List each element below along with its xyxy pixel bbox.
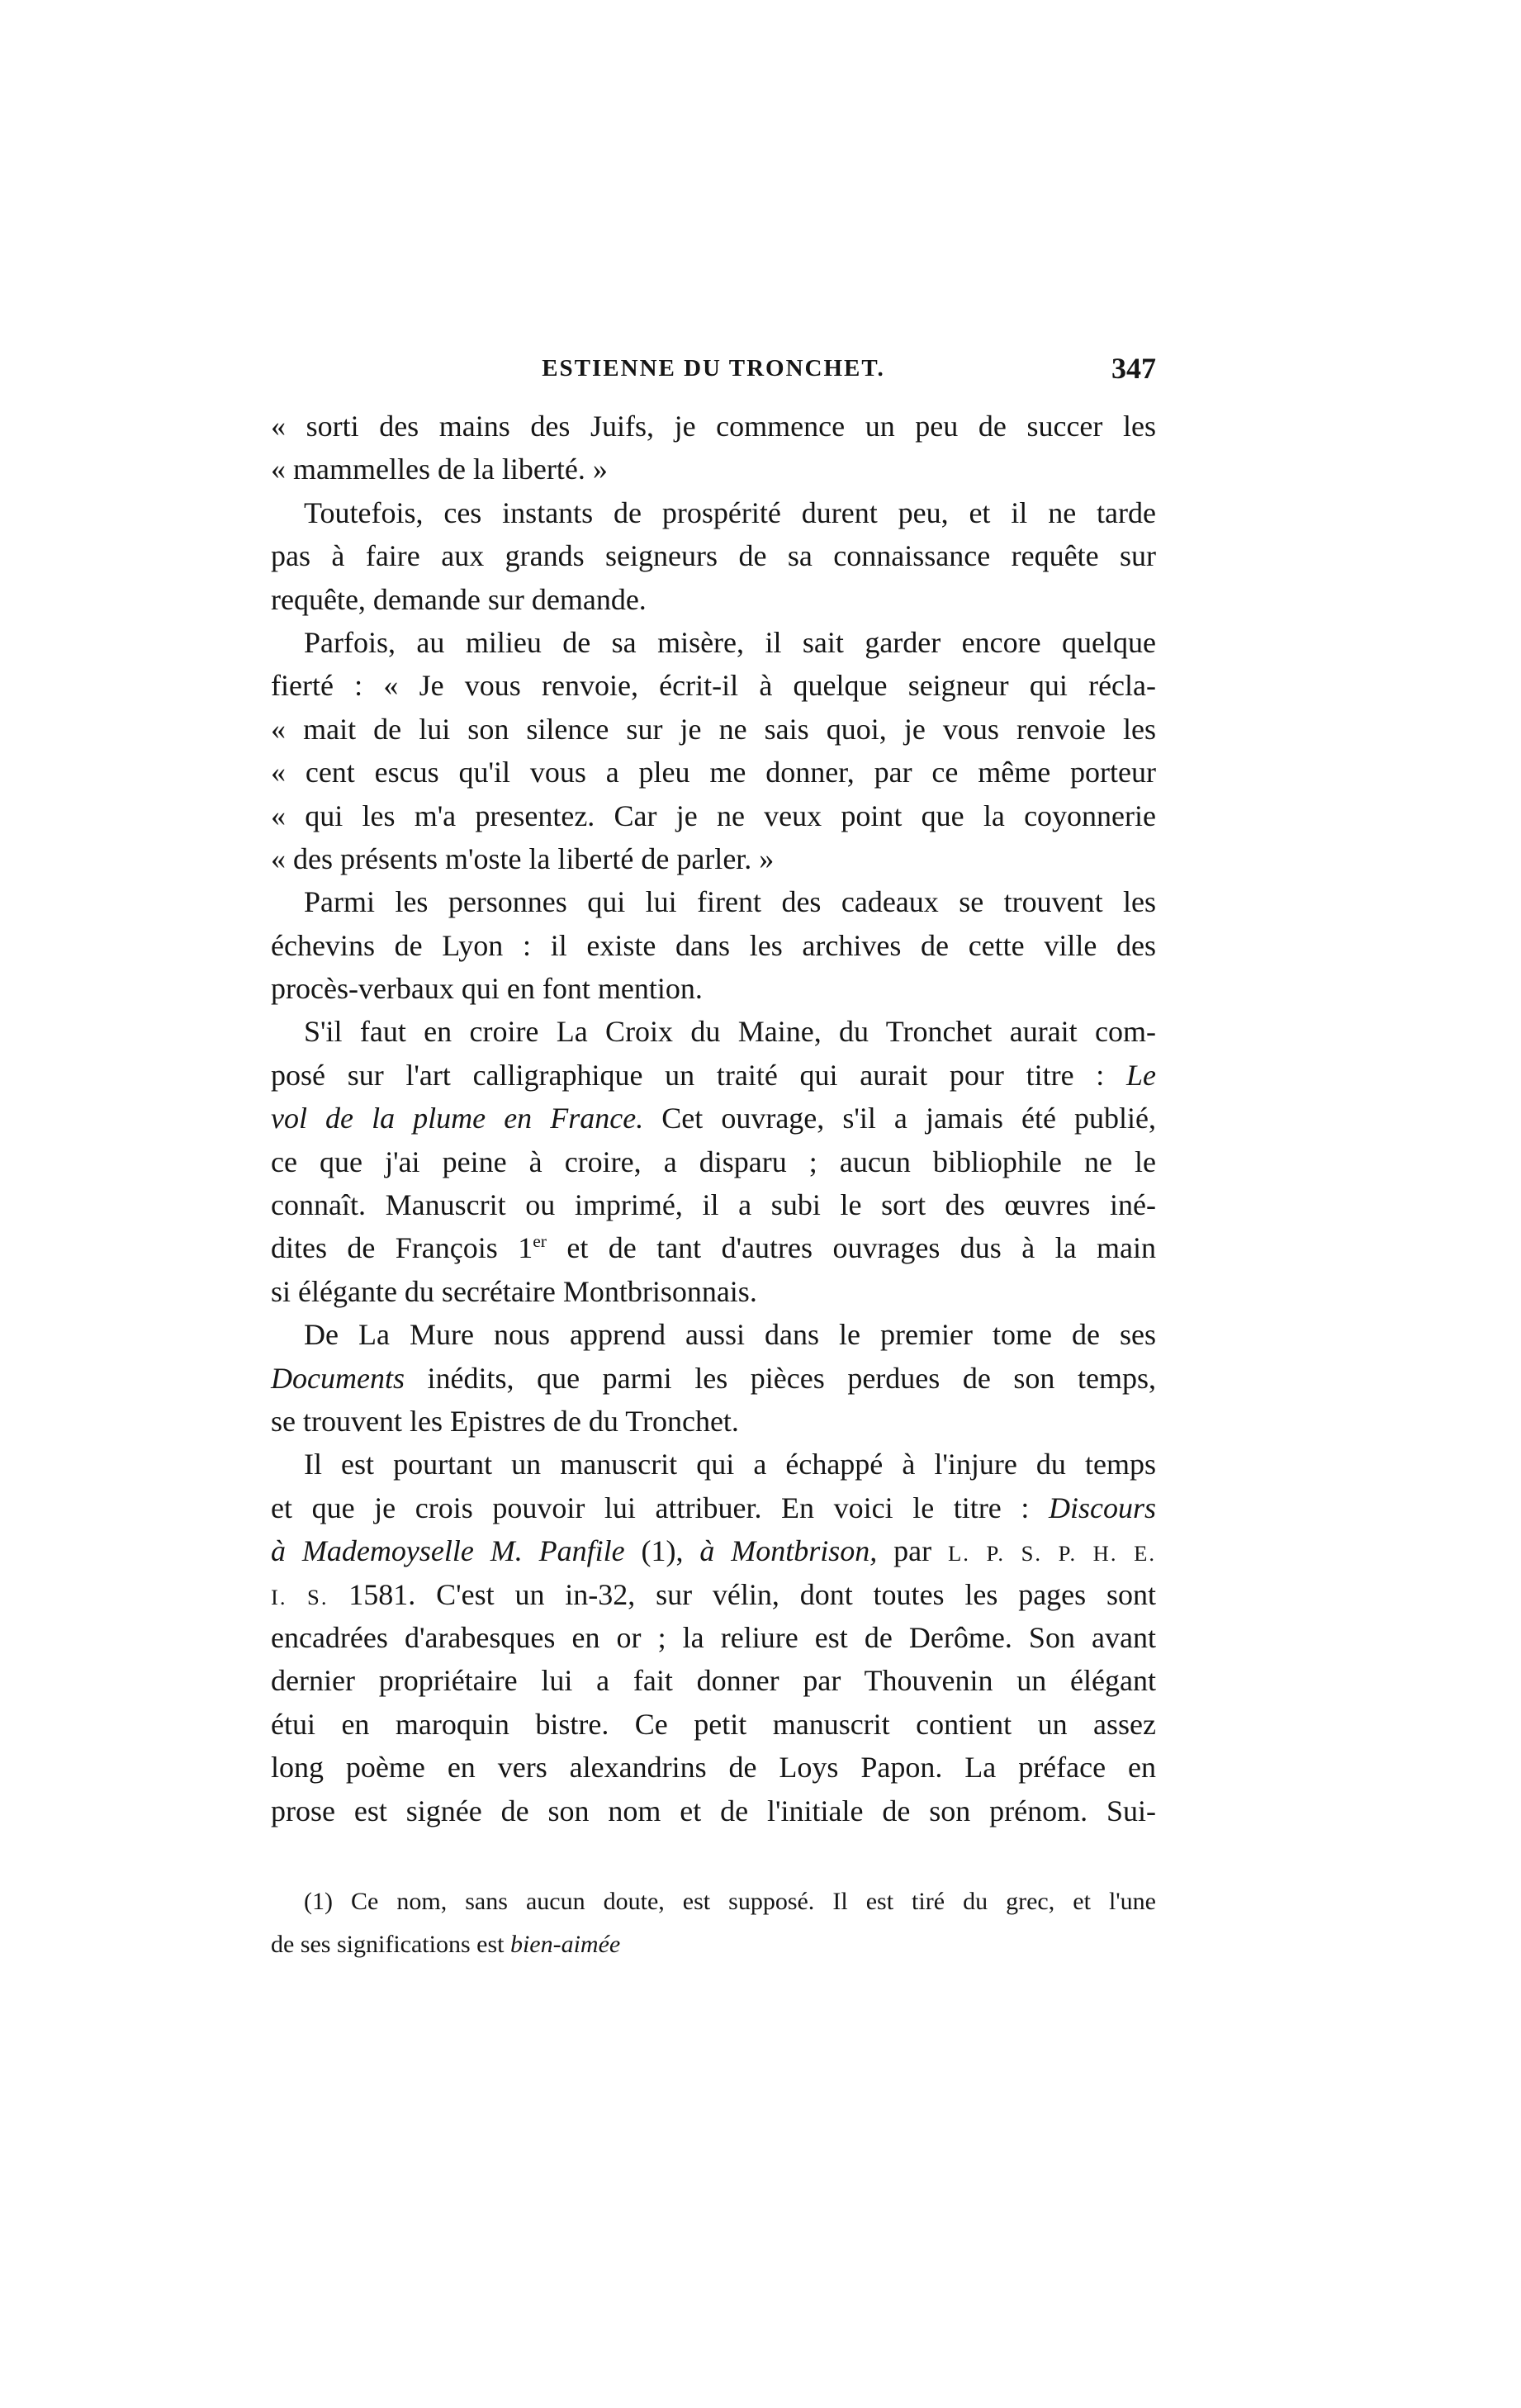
text-line [271,534,1156,577]
text-segment: échevins de Lyon : il existe dans les archives de cette ville des [271,928,1156,962]
text-line [271,1746,1156,1789]
small-caps-text: L. P. S. P. H. E. [948,1541,1157,1567]
body-text [271,405,1156,1832]
text-line [271,1357,1156,1400]
footnote-line [271,1923,1156,1966]
text-line [271,1313,1156,1356]
text-line [271,1270,1156,1313]
italic-text: à Montbrison, [699,1534,878,1568]
text-segment: Il est pourtant un manuscrit qui a échappé à l'injure du temps [304,1448,1156,1481]
page-number: 347 [1111,352,1156,385]
text-line [271,1486,1156,1529]
text-segment: Parmi les personnes qui lui firent des cadeaux se trouvent les [304,885,1156,919]
text-line [271,448,1156,491]
text-line [271,1659,1156,1702]
text-segment: pas à faire aux grands seigneurs de sa connaissance requête sur [271,539,1156,573]
text-line [271,1789,1156,1832]
text-line [271,1529,1156,1572]
text-line [271,1054,1156,1097]
text-segment: long poème en vers alexandrins de Loys Papon. La préface en [271,1751,1156,1785]
text-segment: Cet ouvrage, s'il a jamais été publié, [643,1102,1156,1135]
running-title: ESTIENNE DU TRONCHET. [542,355,885,382]
italic-text: bien-aimée [509,1931,621,1958]
text-line [271,1140,1156,1183]
italic-text: vol de la plume en France. [271,1102,644,1135]
text-segment: S'il faut en croire La Croix du Maine, du Tronchet aurait com- [304,1015,1156,1049]
text-line [271,1226,1156,1269]
text-segment: « cent escus qu'il vous a pleu me donner, par ce même porteur [271,756,1156,789]
text-line [271,578,1156,621]
text-segment: dernier propriétaire lui a fait donner par Thouvenin un élégant [271,1664,1156,1698]
text-line [271,967,1156,1010]
text-line [271,1573,1156,1616]
text-line [271,837,1156,880]
text-line [271,708,1156,751]
text-segment: posé sur l'art calligraphique un traité qui aurait pour titre : [271,1058,1126,1092]
italic-text: à Mademoyselle M. Panfile [271,1534,625,1568]
text-line [271,1097,1156,1140]
text-segment: « sorti des mains des Juifs, je commence un peu de succer les [271,410,1156,443]
italic-text: Documents [271,1361,405,1395]
text-segment: (1) Ce nom, sans aucun doute, est supposé. Il est tiré du grec, et l'une [304,1888,1156,1915]
text-segment: 1581. C'est un in-32, sur vélin, dont toutes les pages sont [328,1577,1157,1611]
text-line [271,621,1156,664]
text-segment: encadrées d'arabesques en or ; la reliure est de Derôme. Son avant [271,1620,1156,1654]
text-line [271,1616,1156,1659]
text-segment: si élégante du secrétaire Montbrisonnais. [271,1274,757,1308]
text-segment: Parfois, au milieu de sa misère, il sait garder encore quelque [304,625,1156,659]
text-line [271,924,1156,967]
small-caps-text: I. S. [271,1584,329,1609]
text-line [271,1010,1156,1053]
text-segment: (1), [624,1534,700,1568]
text-line [271,1183,1156,1226]
footnote-line [271,1880,1156,1923]
footnotes [271,1880,1156,1966]
text-line [271,664,1156,707]
text-line [271,880,1156,923]
text-segment: étui en maroquin bistre. Ce petit manuscrit contient un assez [271,1707,1156,1741]
text-line [271,1703,1156,1746]
text-segment: inédits, que parmi les pièces perdues de son temps, [404,1361,1156,1395]
text-line [271,405,1156,448]
superscript-text: er [533,1231,547,1252]
text-segment: dites de François 1 [271,1231,533,1265]
text-segment: De La Mure nous apprend aussi dans le premier tome de ses [304,1318,1156,1352]
text-segment: ce que j'ai peine à croire, a disparu ; aucun bibliophile ne le [271,1145,1156,1178]
text-line [271,751,1156,794]
text-segment: « mait de lui son silence sur je ne sais quoi, je vous renvoie les [271,712,1156,746]
text-segment: Toutefois, ces instants de prospérité durent peu, et il ne tarde [304,495,1156,529]
text-segment: fierté : « Je vous renvoie, écrit-il à quelque seigneur qui récla- [271,669,1156,703]
text-line [271,794,1156,837]
text-segment: par [877,1534,949,1568]
text-line [271,1400,1156,1443]
text-segment: « qui les m'a presentez. Car je ne veux point que la coyonnerie [271,799,1156,832]
text-segment: « des présents m'oste la liberté de parler. » [271,841,775,875]
text-segment: se trouvent les Epistres de du Tronchet. [271,1404,739,1438]
text-line [271,1443,1156,1486]
text-segment: procès-verbaux qui en font mention. [271,972,703,1006]
text-segment: « mammelles de la liberté. » [271,453,608,486]
text-segment: et de tant d'autres ouvrages dus à la main [546,1231,1157,1265]
italic-text: Le [1126,1058,1156,1092]
text-segment: requête, demande sur demande. [271,582,647,616]
text-line [271,491,1156,534]
text-segment: de ses significations est [271,1931,510,1958]
italic-text: Discours [1048,1491,1156,1524]
text-segment: connaît. Manuscrit ou imprimé, il a subi le sort des œuvres iné- [271,1188,1156,1222]
text-segment: prose est signée de son nom et de l'initiale de son prénom. Sui- [271,1794,1156,1827]
running-header [271,350,1156,386]
text-segment: et que je crois pouvoir lui attribuer. En voici le titre : [271,1491,1049,1524]
